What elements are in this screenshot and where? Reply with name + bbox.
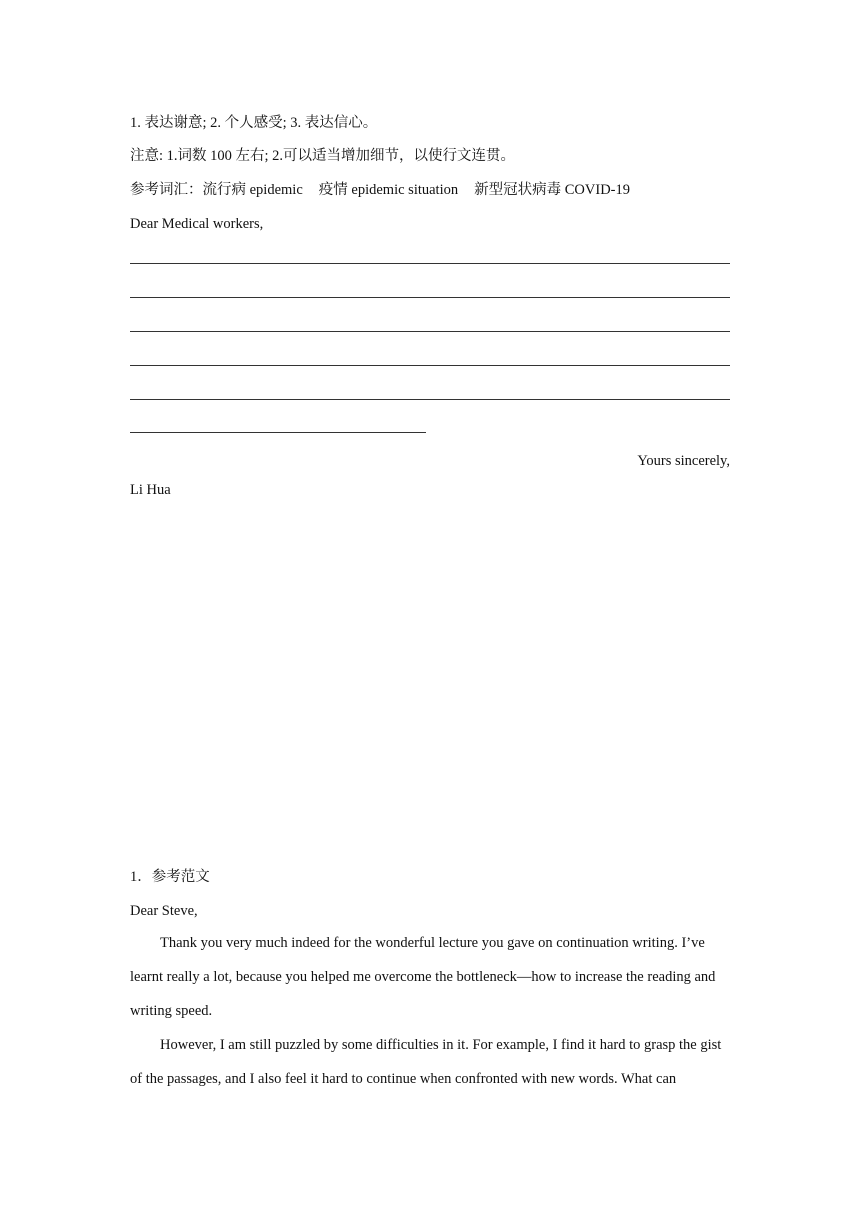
answer-greeting: Dear Steve,: [130, 903, 198, 919]
answer-blank-line: [130, 331, 730, 332]
letter-closing: Yours sincerely,: [637, 453, 730, 469]
letter-greeting: Dear Medical workers,: [130, 216, 264, 232]
answer-blank-line: [130, 399, 730, 400]
vocab-line: [130, 181, 630, 199]
answer-paragraph: Thank you very much indeed for the wonderful lecture you gave on continuation writing. I’ve learnt really a lot, because you helped me overcome the bottleneck—how to increase the reading and writing speed.: [130, 935, 716, 1019]
vocab-item: 新型冠状病毒 COVID-19: [474, 182, 630, 198]
vocab-label: 参考词汇：: [130, 182, 203, 198]
answer-blank-line: [130, 263, 730, 264]
answer-blank-line: [130, 297, 730, 298]
letter-signature: Li Hua: [130, 482, 171, 498]
answer-blank-line: [130, 432, 426, 433]
answer-heading: 1．参考范文: [130, 869, 210, 885]
task-notes: 注意: 1.词数 100 左右; 2.可以适当增加细节，以使行文连贯。: [130, 148, 516, 164]
vocab-item: 流行病 epidemic: [202, 182, 303, 198]
vocab-item: 疫情 epidemic situation: [318, 182, 459, 198]
answer-blank-line: [130, 365, 730, 366]
task-points: 1. 表达谢意; 2. 个人感受; 3. 表达信心。: [130, 115, 378, 131]
answer-paragraph: However, I am still puzzled by some difficulties in it. For example, I find it hard to grasp the gist of the passages, and I also feel it hard to continue when confronted with new words. What can: [130, 1037, 722, 1087]
